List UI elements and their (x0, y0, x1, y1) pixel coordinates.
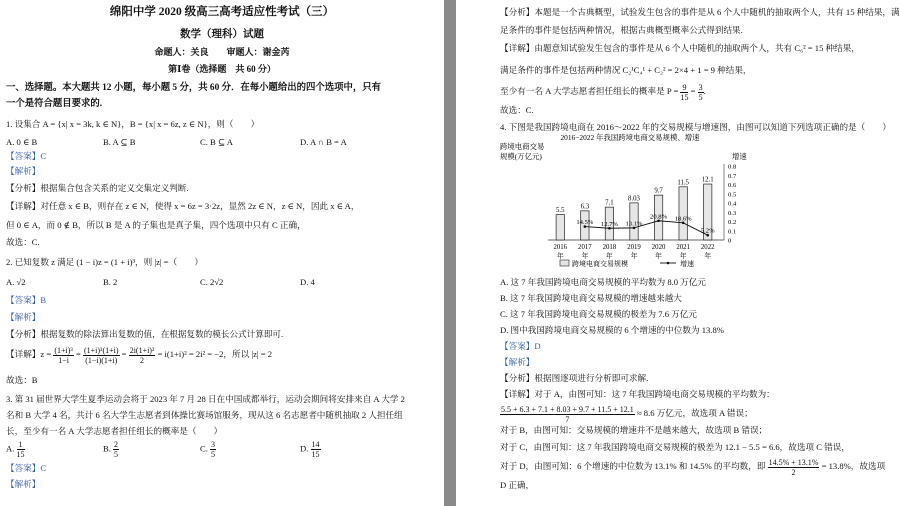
x-tick-label: 2018 (602, 244, 617, 251)
chart-title: 2016−2022 年我国跨境电商交易规模、增速 (560, 133, 700, 142)
question-3-line-3: 长，至少有一名 A 大学志愿者担任组长的概率是（ ） (6, 426, 223, 436)
q4-detail-5: 对于 D，由图可知：6 个增速的中位数为 13.1% 和 14.5% 的平均数，即 $\frac{14.5\% + 13.1\%}{2}$ = 13.8%，故选项 (500, 457, 886, 477)
q1-analysis: 【分析】根据集合包含关系的定义交集定义判断. (6, 183, 189, 193)
left-axis-label-2: 规模(万亿元) (500, 152, 542, 161)
question-3-line-1: 3. 第 31 届世界大学生夏季运动会将于 2023 年 7 月 28 日在中国成都举行，运动会期间将安排来自 A 大学 2 (6, 394, 405, 404)
q4-detail-4: 对于 C，由图可知：这 7 年我国跨境电商交易规模的极差为 12.1 − 5.5 = 6.6，故选项 C 错误， (500, 442, 850, 452)
q3-option-a: A. $\frac{1}{15}$ (6, 440, 25, 459)
q3-option-d: D. $\frac{14}{15}$ (300, 440, 320, 459)
right-tick-label: 0.1 (728, 228, 737, 236)
q3-detail-1: 【详解】由题意知试验发生包含的事件是从 6 个人中随机的抽取两个人，共有 C₆² = 15 种结果， (500, 43, 860, 53)
q3-analysis-1: 【分析】本题是一个古典概型，试验发生包含的事件是从 6 个人中随机的抽取两个人，共有 15 种结果，满 (500, 7, 900, 17)
q1-option-c: C. B ⊆ A (200, 137, 233, 147)
q3-option-b: B. $\frac{2}{5}$ (103, 440, 119, 459)
q4-detail-3: 对于 B，由图可知：交易规模的增速并不是越来越大，故选项 B 错误； (500, 425, 768, 435)
growth-value-label: 20.8% (650, 213, 668, 221)
q4-detail-2: $\frac{5.5 + 6.3 + 7.1 + 8.03 + 9.7 + 11.5 + 12.1}{7}$ ≈ 8.6 万亿元，故选项 A 错误； (501, 404, 753, 424)
x-tick-unit: 年 (556, 253, 564, 260)
q2-option-a: A. √2 (6, 277, 26, 287)
bar (679, 187, 687, 240)
q2-option-d: D. 4 (300, 277, 315, 287)
growth-value-label: 14.5% (576, 219, 594, 227)
x-tick-unit: 年 (606, 253, 613, 260)
q1-option-a: A. 0 ∈ B (6, 137, 38, 147)
question-1: 1. 设集合 A = {x| x = 3k, k ∈ N}，B = {x| x = 6z, z ∈ N}，则（ ） (6, 119, 260, 129)
growth-value-label: 5.2% (700, 227, 715, 235)
x-tick-label: 2020 (651, 244, 666, 251)
q3-analysis-label: 【解析】 (6, 479, 41, 489)
left-page (0, 0, 444, 506)
growth-value-label: 18.6% (674, 215, 692, 223)
q2-option-c: C. 2√2 (200, 277, 224, 287)
right-tick-label: 0.8 (728, 163, 737, 171)
bar-value-label: 12.1 (701, 176, 714, 184)
bar (556, 215, 564, 240)
part-heading: 第Ⅰ卷（选择题 共 60 分） (168, 64, 276, 74)
q2-analysis: 【分析】根据复数的除法算出复数的值，在根据复数的模长公式计算即可. (6, 329, 284, 339)
x-tick-label: 2019 (627, 244, 641, 251)
right-tick-label: 0.4 (728, 200, 737, 208)
right-axis-label: 增速 (732, 152, 747, 161)
q3-analysis-2: 足条件的事件是包括两种情况，根据古典概型概率公式得到结果. (500, 25, 743, 35)
q2-detail-label: 【详解】z = (6, 349, 52, 359)
q1-detail-2: 但 0 ∈ A，而 0 ∉ B，所以 B 是 A 的子集也是真子集，四个选项中只有 C 正确， (6, 220, 306, 230)
q1-detail-1: 【详解】对任意 x ∈ B，则存在 z ∈ N，使得 x = 6z = 3·2z，显然 2z ∈ N，z ∈ N，因此 x ∈ A， (6, 201, 360, 211)
question-2: 2. 已知复数 z 满足 (1 − i)z = (1 + i)³，则 |z| =（ ） (6, 257, 204, 267)
right-tick-label: 0 (728, 237, 732, 245)
legend-line-marker (667, 262, 670, 265)
bar-value-label: 9.7 (654, 187, 663, 195)
subject-title: 数学（理科）试题 (180, 29, 264, 40)
right-page (456, 0, 900, 506)
q3-detail-3: 至少有一名 A 大学志愿者担任组长的概率是 P = $\frac{9}{15}$ = $\frac{3}{5}$ . (500, 82, 706, 102)
bar-value-label: 8.03 (628, 195, 640, 203)
right-tick-label: 0.6 (728, 182, 737, 189)
x-tick-unit: 年 (630, 253, 638, 260)
q4-answer: 【答案】D (500, 341, 541, 351)
bar-value-label: 6.3 (580, 203, 590, 211)
right-tick-label: 0.2 (728, 219, 737, 226)
question-4: 4. 下图是我国跨境电商在 2016～2022 年的交易规模与增速图，由图可以知道下列选项正确的是（ ） (500, 122, 892, 132)
q3-select: 故选：C. (500, 105, 534, 115)
x-tick-unit: 年 (581, 253, 589, 260)
legend-bar-swatch (560, 260, 569, 266)
q4-analysis: 【分析】根据图逐项进行分析即可求解. (500, 373, 649, 383)
legend-bar-label: 跨境电商交易规模 (572, 260, 628, 268)
x-tick-label: 2022 (700, 244, 715, 251)
q2-detail: 【详解】z = $\frac{\text{(1+i)³}}{1-i}$ = $\frac{\text{(1+i)³(1+i)}}{(1-i)(1+i)}$ = $\frac{\text{2i(1+i)²}}{2}$ = i(1+i)² = 2i² = −2，所以 |z| = 2 (6, 345, 273, 365)
section-heading-2: 一个是符合题目要求的. (6, 99, 103, 109)
q1-option-d: D. A ∩ B = A (300, 137, 347, 147)
section-heading-1: 一、选择题。本大题共 12 小题，每小题 5 分，共 60 分．在每小题给出的四个选项中，只有 (6, 83, 382, 93)
x-tick-unit: 年 (704, 253, 712, 260)
q2-fraction-3: $\frac{\text{2i(1+i)²}}{2}$ (129, 345, 155, 365)
q2-analysis-label: 【解析】 (6, 312, 41, 322)
q3-option-c: C. $\frac{3}{5}$ (200, 440, 216, 459)
q3-detail-2: 满足条件的事件是包括两种情况 C₂¹C₄¹ + C₂² = 2×4 + 1 = 9 种结果， (500, 65, 752, 75)
q4-detail-6: D 正确， (500, 480, 535, 490)
x-tick-label: 2016 (553, 244, 568, 251)
q2-answer: 【答案】B (6, 295, 47, 305)
q4-option-c: C. 这 7 年我国跨境电商交易规模的极差为 7.6 万亿元 (500, 309, 697, 319)
x-tick-label: 2021 (676, 244, 690, 251)
right-tick-label: 0.5 (728, 191, 737, 199)
q2-select: 故选：B (6, 375, 38, 385)
question-3-line-2: 名和 B 大学 4 名，共计 6 名大学生志愿者到体操比赛场馆服务，现从这 6 名志愿者中随机抽取 2 人担任组 (6, 410, 403, 420)
q1-answer: 【答案】C (6, 151, 47, 161)
q3-answer: 【答案】C (6, 463, 47, 473)
q4-option-d: D. 图中我国跨境电商交易规模的 6 个增速的中位数为 13.8% (500, 325, 724, 335)
right-tick-label: 0.7 (728, 172, 737, 180)
x-tick-unit: 年 (655, 253, 662, 260)
q2-option-b: B. 2 (103, 277, 118, 287)
q2-fraction-2: $\frac{\text{(1+i)³(1+i)}}{(1-i)(1+i)}$ (83, 345, 119, 365)
q4-detail-1: 【详解】对于 A，由图可知：这 7 年我国跨境电商交易规模的平均数为： (500, 389, 775, 399)
exam-title: 绵阳中学 2020 级高三高考适应性考试（三） (109, 6, 335, 18)
left-axis-label-1: 跨境电商交易 (500, 142, 545, 151)
q1-analysis-label: 【解析】 (6, 166, 41, 176)
x-tick-label: 2017 (578, 244, 592, 251)
bar-value-label: 7.1 (605, 199, 614, 207)
q2-detail-tail: = i(1+i)² = 2i² = −2，所以 |z| = 2 (157, 349, 273, 359)
x-tick-unit: 年 (679, 253, 687, 260)
q4-analysis-label: 【解析】 (500, 357, 535, 367)
authors: 命题人：关良 审题人：谢金芮 (154, 47, 290, 57)
bar-value-label: 11.5 (677, 179, 689, 187)
q1-option-b: B. A ⊆ B (103, 137, 136, 147)
growth-value-label: 12.7% (600, 220, 618, 228)
q4-option-b: B. 这 7 年我国跨境电商交易规模的增速越来越大 (500, 293, 682, 303)
q4-option-a: A. 这 7 年我国跨境电商交易规模的平均数为 8.0 万亿元 (500, 277, 707, 287)
q1-detail-3: 故选：C. (6, 237, 40, 247)
q2-fraction-1: $\frac{\text{(1+i)³}}{1-i}$ (54, 345, 73, 365)
trade-chart (500, 132, 760, 272)
growth-value-label: 13.1% (625, 220, 643, 228)
right-tick-label: 0.3 (728, 209, 737, 217)
legend-line-label: 增速 (680, 260, 694, 268)
bar-value-label: 5.5 (556, 207, 565, 215)
